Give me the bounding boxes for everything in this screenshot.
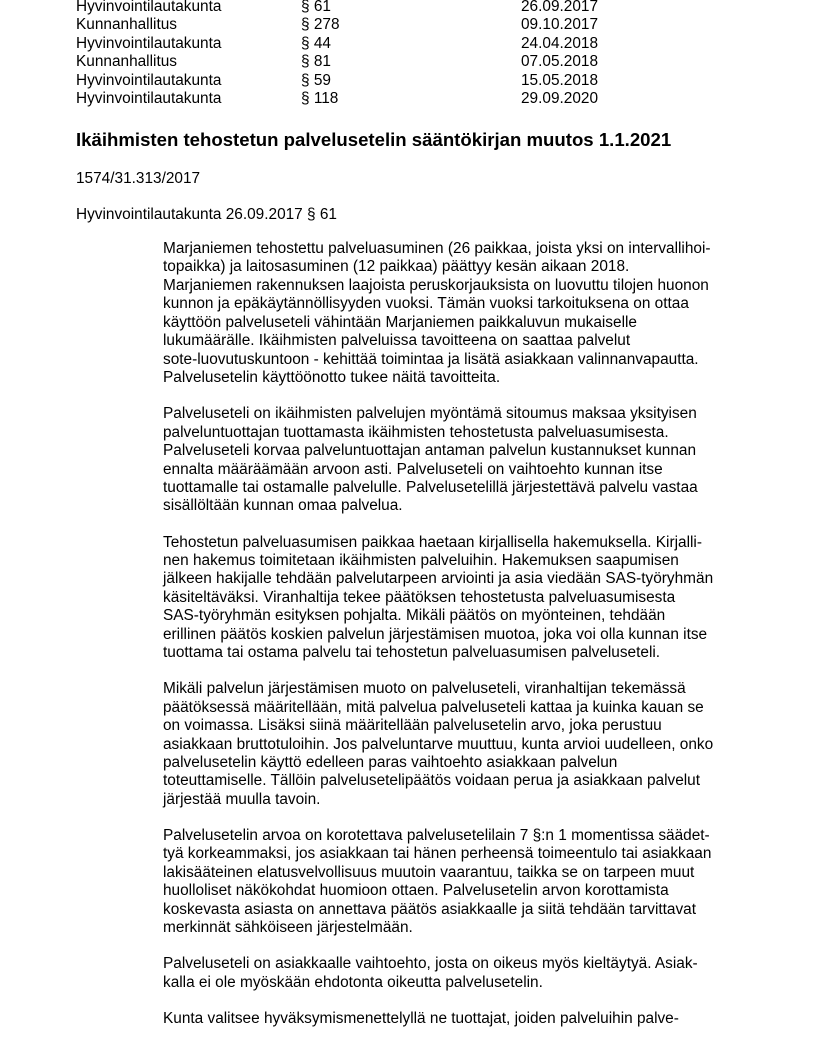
history-section: § 61 <box>301 0 331 15</box>
paragraph-line: ennalta määräämään arvoon asti. Palveluseteli on vaihtoehto kunnan itse <box>163 460 663 478</box>
paragraph-line: Mikäli palvelun järjestämisen muoto on palveluseteli, viranhaltijan tekemässä <box>163 680 686 698</box>
history-section: § 81 <box>301 53 331 71</box>
history-section: § 59 <box>301 71 331 89</box>
paragraph <box>163 680 743 809</box>
paragraph-line: Tehostetun palveluasumisen paikkaa haetaan kirjallisella hakemuksella. Kirjalli- <box>163 533 702 551</box>
paragraph-line: nen hakemus toimitetaan ikäihmisten palveluihin. Hakemuksen saapumisen <box>163 551 679 569</box>
paragraph-line: kalla ei ole myöskään ehdotonta oikeutta palvelusetelin. <box>163 973 543 991</box>
paragraph-line: lakisääteinen elatusvelvollisuus muutoin vaarantuu, taikka se on tarpeen muut <box>163 863 695 881</box>
history-body: Hyvinvointilautakunta <box>76 0 222 15</box>
history-date: 24.04.2018 <box>521 34 599 52</box>
history-section: § 278 <box>301 16 340 34</box>
paragraph-line: on voimassa. Lisäksi siinä määritellään palvelusetelin arvo, joka perustuu <box>163 717 662 735</box>
history-section: § 44 <box>301 34 331 52</box>
processing-history-table <box>76 0 636 108</box>
meeting-reference: Hyvinvointilautakunta 26.09.2017 § 61 <box>76 206 337 223</box>
paragraph-line: palvelusetelin käyttö edelleen paras vaihtoehto asiakkaan palvelun <box>163 754 618 771</box>
paragraph-line: Marjaniemen rakennuksen laajoista peruskorjauksista on luovuttu tilojen huonon <box>163 276 709 294</box>
paragraph-line: tyä korkeammaksi, jos asiakkaan tai hänen perheensä toimeentulo tai asiakkaan <box>163 845 712 863</box>
paragraph-line: koskevasta asiasta on annettava päätös asiakkaalle ja siitä tehdään tarvittavat <box>163 900 697 918</box>
paragraph-line: kunnon ja epäkäytännöllisyyden vuoksi. Tämän vuoksi tarkoituksena on ottaa <box>163 295 689 313</box>
paragraph-line: erillinen päätös koskien palvelun järjestämisen muotoa, joka voi olla kunnan itse <box>163 625 708 643</box>
paragraph <box>163 534 743 663</box>
paragraph-line: Palveluseteli on asiakkaalle vaihtoehto, josta on oikeus myös kieltäytyä. Asiak- <box>163 955 698 973</box>
paragraph-line: käsiteltäväksi. Viranhaltija tekee päätöksen tehostetusta palveluasumisesta <box>163 588 676 606</box>
paragraph-line: Palvelusetelin käyttöönotto tukee näitä tavoitteita. <box>163 369 501 387</box>
paragraph <box>163 1010 743 1028</box>
paragraph-line: Palvelusetelin arvoa on korotettava palvelusetelilain 7 §:n 1 momentissa säädet- <box>163 827 710 844</box>
history-date: 26.09.2017 <box>521 0 599 15</box>
history-row <box>76 0 636 16</box>
history-body: Kunnanhallitus <box>76 53 177 71</box>
history-body: Hyvinvointilautakunta <box>76 71 222 89</box>
paragraph <box>163 240 743 388</box>
paragraph <box>163 955 743 992</box>
paragraph-line: jälkeen hakijalle tehdään palvelutarpeen arviointi ja asia viedään SAS-työryhmän <box>163 570 714 588</box>
history-row <box>76 35 636 53</box>
reference-number: 1574/31.313/2017 <box>76 170 201 187</box>
paragraph <box>163 405 743 516</box>
history-row <box>76 16 636 34</box>
history-date: 15.05.2018 <box>521 71 599 89</box>
body-text <box>163 240 743 1046</box>
history-body: Hyvinvointilautakunta <box>76 89 222 107</box>
paragraph-line: käyttöön palveluseteli vähintään Marjaniemen paikkaluvun mukaiselle <box>163 313 637 331</box>
paragraph-line: asiakkaan bruttotuloihin. Jos palveluntarve muuttuu, kunta arvioi uudelleen, onko <box>163 735 714 753</box>
history-date: 09.10.2017 <box>521 16 599 34</box>
paragraph-line: järjestää muulla tavoin. <box>163 790 321 808</box>
paragraph <box>163 827 743 938</box>
paragraph-line: Kunta valitsee hyväksymismenettelyllä ne tuottajat, joiden palveluihin palve- <box>163 1009 679 1027</box>
history-date: 07.05.2018 <box>521 53 599 71</box>
paragraph-line: Marjaniemen tehostettu palveluasuminen (26 paikkaa, joista yksi on intervallihoi- <box>163 240 711 257</box>
paragraph-line: SAS-työryhmän esityksen pohjalta. Mikäli päätös on myönteinen, tehdään <box>163 607 666 625</box>
paragraph-line: tuottama tai ostama palvelu tai tehostetun palveluasumisen palveluseteli. <box>163 644 661 662</box>
paragraph-line: Palveluseteli korvaa palveluntuottajan antaman palvelun kustannukset kunnan <box>163 442 697 460</box>
paragraph-line: palveluntuottajan tuottamasta ikäihmisten tehostetusta palveluasumisesta. <box>163 423 669 441</box>
paragraph-line: huolloliset näkökohdat huomioon ottaen. Palvelusetelin arvon korottamista <box>163 882 669 900</box>
history-body: Kunnanhallitus <box>76 16 177 34</box>
paragraph-line: topaikka) ja laitosasuminen (12 paikkaa) päättyy kesän aikaan 2018. <box>163 258 630 276</box>
history-body: Hyvinvointilautakunta <box>76 34 222 52</box>
paragraph-line: lukumäärälle. Ikäihmisten palveluissa tavoitteena on saattaa palvelut <box>163 332 631 350</box>
paragraph-line: toteuttamiselle. Tällöin palvelusetelipäätös voidaan perua ja asiakkaan palvelut <box>163 772 701 790</box>
history-row <box>76 53 636 71</box>
paragraph-line: sote-luovutuskuntoon - kehittää toimintaa ja lisätä asiakkaan valinnanvapautta. <box>163 350 699 368</box>
paragraph-line: tuottamalle tai ostamalle palvelulle. Palvelusetelillä järjestettävä palvelu vastaa <box>163 478 698 496</box>
paragraph-line: Palveluseteli on ikäihmisten palvelujen myöntämä sitoumus maksaa yksityisen <box>163 405 697 423</box>
history-row <box>76 72 636 90</box>
paragraph-line: merkinnät sähköiseen järjestelmään. <box>163 919 413 937</box>
document-title: Ikäihmisten tehostetun palvelusetelin sääntökirjan muutos 1.1.2021 <box>76 129 672 150</box>
history-date: 29.09.2020 <box>521 89 599 107</box>
paragraph-line: sisällöltään kunnan omaa palvelua. <box>163 497 403 515</box>
history-section: § 118 <box>301 89 339 107</box>
history-row <box>76 90 636 108</box>
paragraph-line: päätöksessä määritellään, mitä palvelua palveluseteli kattaa ja kuinka kauan se <box>163 698 704 716</box>
